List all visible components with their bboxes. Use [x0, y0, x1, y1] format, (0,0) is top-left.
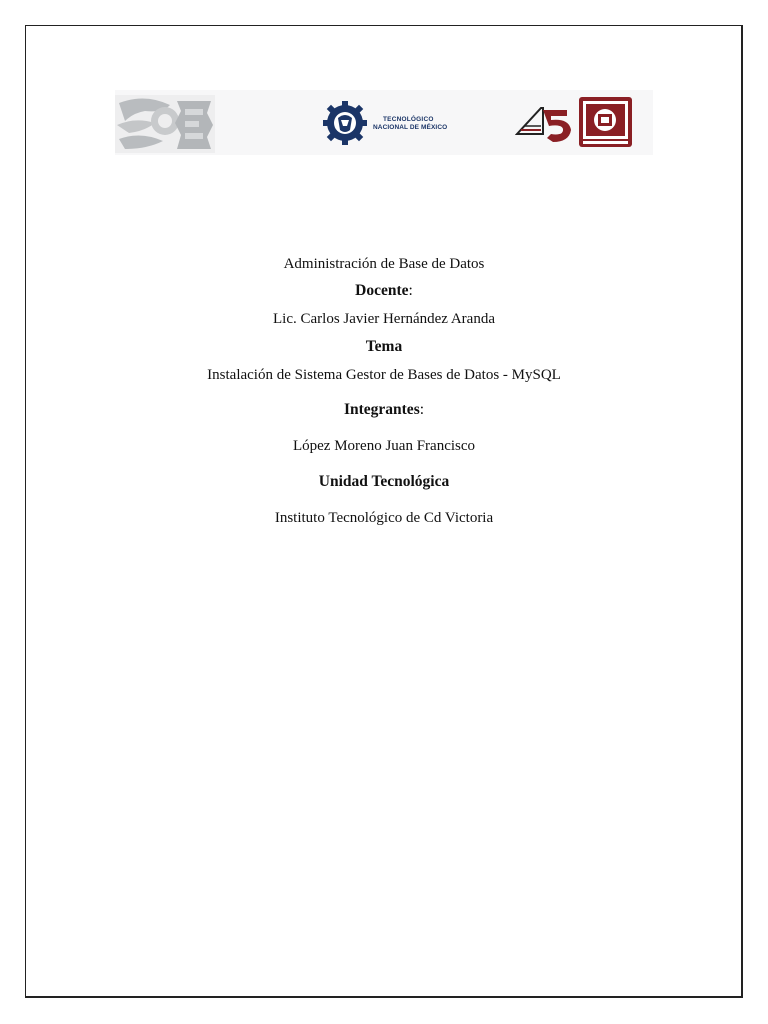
teacher-heading	[25, 281, 743, 301]
gear-shield-icon	[323, 100, 367, 146]
members-label-colon: :	[419, 401, 425, 418]
teacher-label-colon: :	[408, 282, 413, 299]
tecnm-logo	[323, 100, 448, 148]
member-name: López Moreno Juan Francisco	[292, 438, 476, 454]
teacher-name: Lic. Carlos Javier Hernández Aranda	[273, 311, 495, 327]
members-label: Integrantes	[343, 401, 420, 418]
45-anniversary-logo	[515, 102, 575, 144]
teacher-label: Docente	[355, 282, 409, 299]
itcv-seal-logo	[578, 96, 633, 148]
decorative-emblem-logo	[115, 95, 215, 153]
members-heading	[25, 400, 743, 420]
header-logo-strip	[115, 90, 653, 155]
tecnm-name-line1: TECNOLÓGICO	[383, 116, 434, 123]
subject-name: Administración de Base de Datos	[283, 256, 485, 272]
tecnm-name-line2: NACIONAL DE MÉXICO	[373, 124, 448, 131]
topic-label: Tema	[365, 338, 403, 355]
unit-name: Instituto Tecnológico de Cd Victoria	[274, 510, 494, 526]
unit-label: Unidad Tecnológica	[318, 473, 450, 490]
topic-title: Instalación de Sistema Gestor de Bases de Datos - MySQL	[207, 367, 561, 383]
